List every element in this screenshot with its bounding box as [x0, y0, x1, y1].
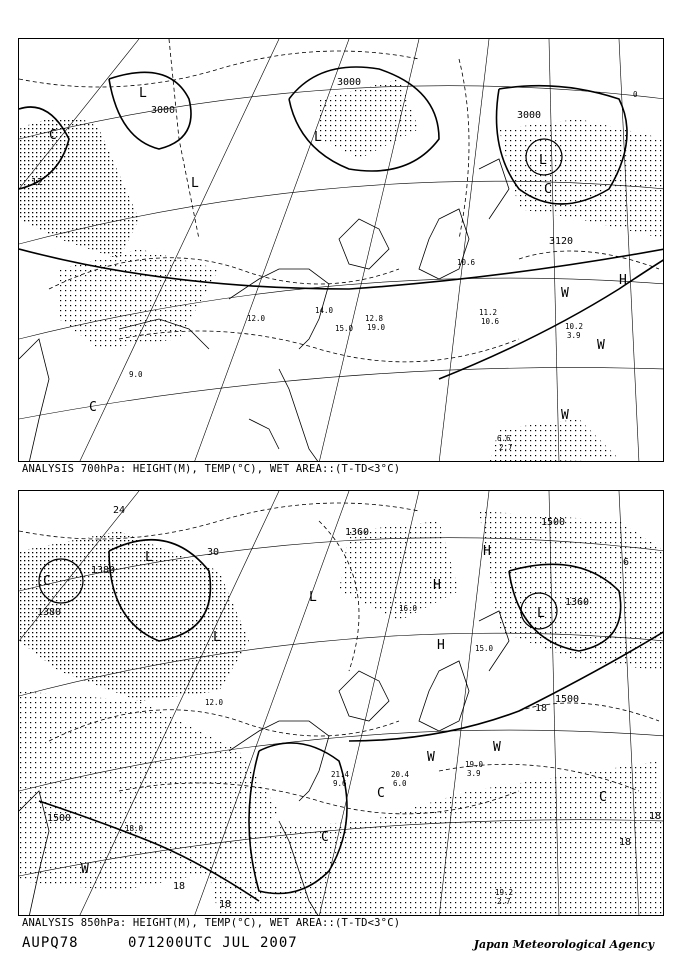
cold-center-symbol: C	[544, 182, 552, 197]
low-center-symbol: L	[537, 606, 545, 621]
contour-label: 1500	[47, 813, 72, 824]
valid-time-label: 071200UTC JUL 2007	[128, 935, 298, 951]
cold-center-symbol: C	[43, 574, 51, 589]
contour-label: 1360	[345, 527, 370, 538]
cold-center-symbol: C	[377, 786, 385, 801]
contour-label: 3000	[151, 105, 176, 116]
high-center-symbol: H	[433, 578, 441, 593]
contour-label: 24	[113, 505, 126, 516]
station-value: 0	[633, 90, 638, 99]
contour-label: 3000	[517, 110, 542, 121]
low-center-symbol: L	[139, 86, 147, 101]
station-value: 20.4	[391, 770, 410, 779]
contour-label: 1380	[37, 607, 62, 618]
station-value: 12.0	[205, 698, 224, 707]
contour-label: 1380	[91, 565, 116, 576]
station-value: 18.0	[125, 824, 144, 833]
station-value: 9.0	[129, 370, 143, 379]
agency-credit: Japan Meteorological Agency	[473, 938, 654, 951]
station-value: 10.2	[565, 322, 584, 331]
station-value: 9.6	[333, 779, 347, 788]
map-panel-700hpa	[18, 38, 664, 462]
station-value: 2.7	[499, 443, 513, 452]
contour-label: 12	[31, 177, 44, 188]
map-panel-850hpa	[18, 490, 664, 916]
contour-label: 1500	[541, 517, 566, 528]
station-value: 6.6	[497, 434, 511, 443]
chart-id-label: AUPQ78	[22, 935, 79, 951]
warm-center-symbol: W	[81, 862, 89, 877]
contour-label: 18	[649, 811, 662, 822]
station-value: 3.9	[467, 769, 481, 778]
station-value: 11.2	[479, 308, 498, 317]
low-center-symbol: L	[309, 590, 317, 605]
contour-label: 3000	[337, 77, 362, 88]
contour-label: 6	[623, 557, 630, 568]
contour-label: 1500	[555, 694, 580, 705]
station-value: 16.0	[399, 604, 418, 613]
warm-center-symbol: W	[493, 740, 501, 755]
contour-label: 1360	[565, 597, 590, 608]
station-value: 6.0	[393, 779, 407, 788]
station-value: 15.0	[335, 324, 354, 333]
station-value: 12.8	[365, 314, 384, 323]
station-value: 14.0	[315, 306, 334, 315]
contour-label: 18	[619, 837, 632, 848]
station-value: 10.6	[481, 317, 500, 326]
warm-center-symbol: W	[561, 408, 569, 423]
station-value: 19.0	[465, 760, 484, 769]
warm-center-symbol: W	[561, 286, 569, 301]
panel-caption-700hpa: ANALYSIS 700hPa: HEIGHT(M), TEMP(°C), WET AREA::(T-TD<3°C)	[22, 463, 401, 475]
contour-label: 30	[207, 547, 220, 558]
contour-label: 18	[535, 703, 548, 714]
warm-center-symbol: W	[597, 338, 605, 353]
low-center-symbol: L	[314, 130, 322, 145]
high-center-symbol: H	[437, 638, 445, 653]
high-center-symbol: H	[483, 544, 491, 559]
cold-center-symbol: C	[89, 400, 97, 415]
low-center-symbol: L	[213, 630, 221, 645]
warm-center-symbol: W	[427, 750, 435, 765]
map-700hpa-canvas	[19, 39, 664, 462]
low-center-symbol: L	[191, 176, 199, 191]
station-value: 3.9	[567, 331, 581, 340]
station-value: 19.2	[495, 888, 514, 897]
contour-label: 3120	[549, 236, 574, 247]
cold-center-symbol: C	[49, 128, 57, 143]
wet-area-shading	[19, 511, 664, 916]
high-center-symbol: H	[619, 273, 627, 288]
low-center-symbol: L	[539, 153, 547, 168]
station-value: 15.0	[475, 644, 494, 653]
contour-label: 18	[173, 881, 186, 892]
station-value: 12.0	[247, 314, 266, 323]
station-value: 2.7	[497, 897, 511, 906]
map-850hpa-canvas	[19, 491, 664, 916]
station-value: 21.4	[331, 770, 350, 779]
station-value: 19.0	[367, 323, 386, 332]
cold-center-symbol: C	[599, 790, 607, 805]
contour-label: 18	[219, 899, 232, 910]
low-center-symbol: L	[145, 550, 153, 565]
panel-caption-850hpa: ANALYSIS 850hPa: HEIGHT(M), TEMP(°C), WET AREA::(T-TD<3°C)	[22, 917, 401, 929]
cold-center-symbol: C	[321, 830, 329, 845]
station-value: 10.6	[457, 258, 476, 267]
